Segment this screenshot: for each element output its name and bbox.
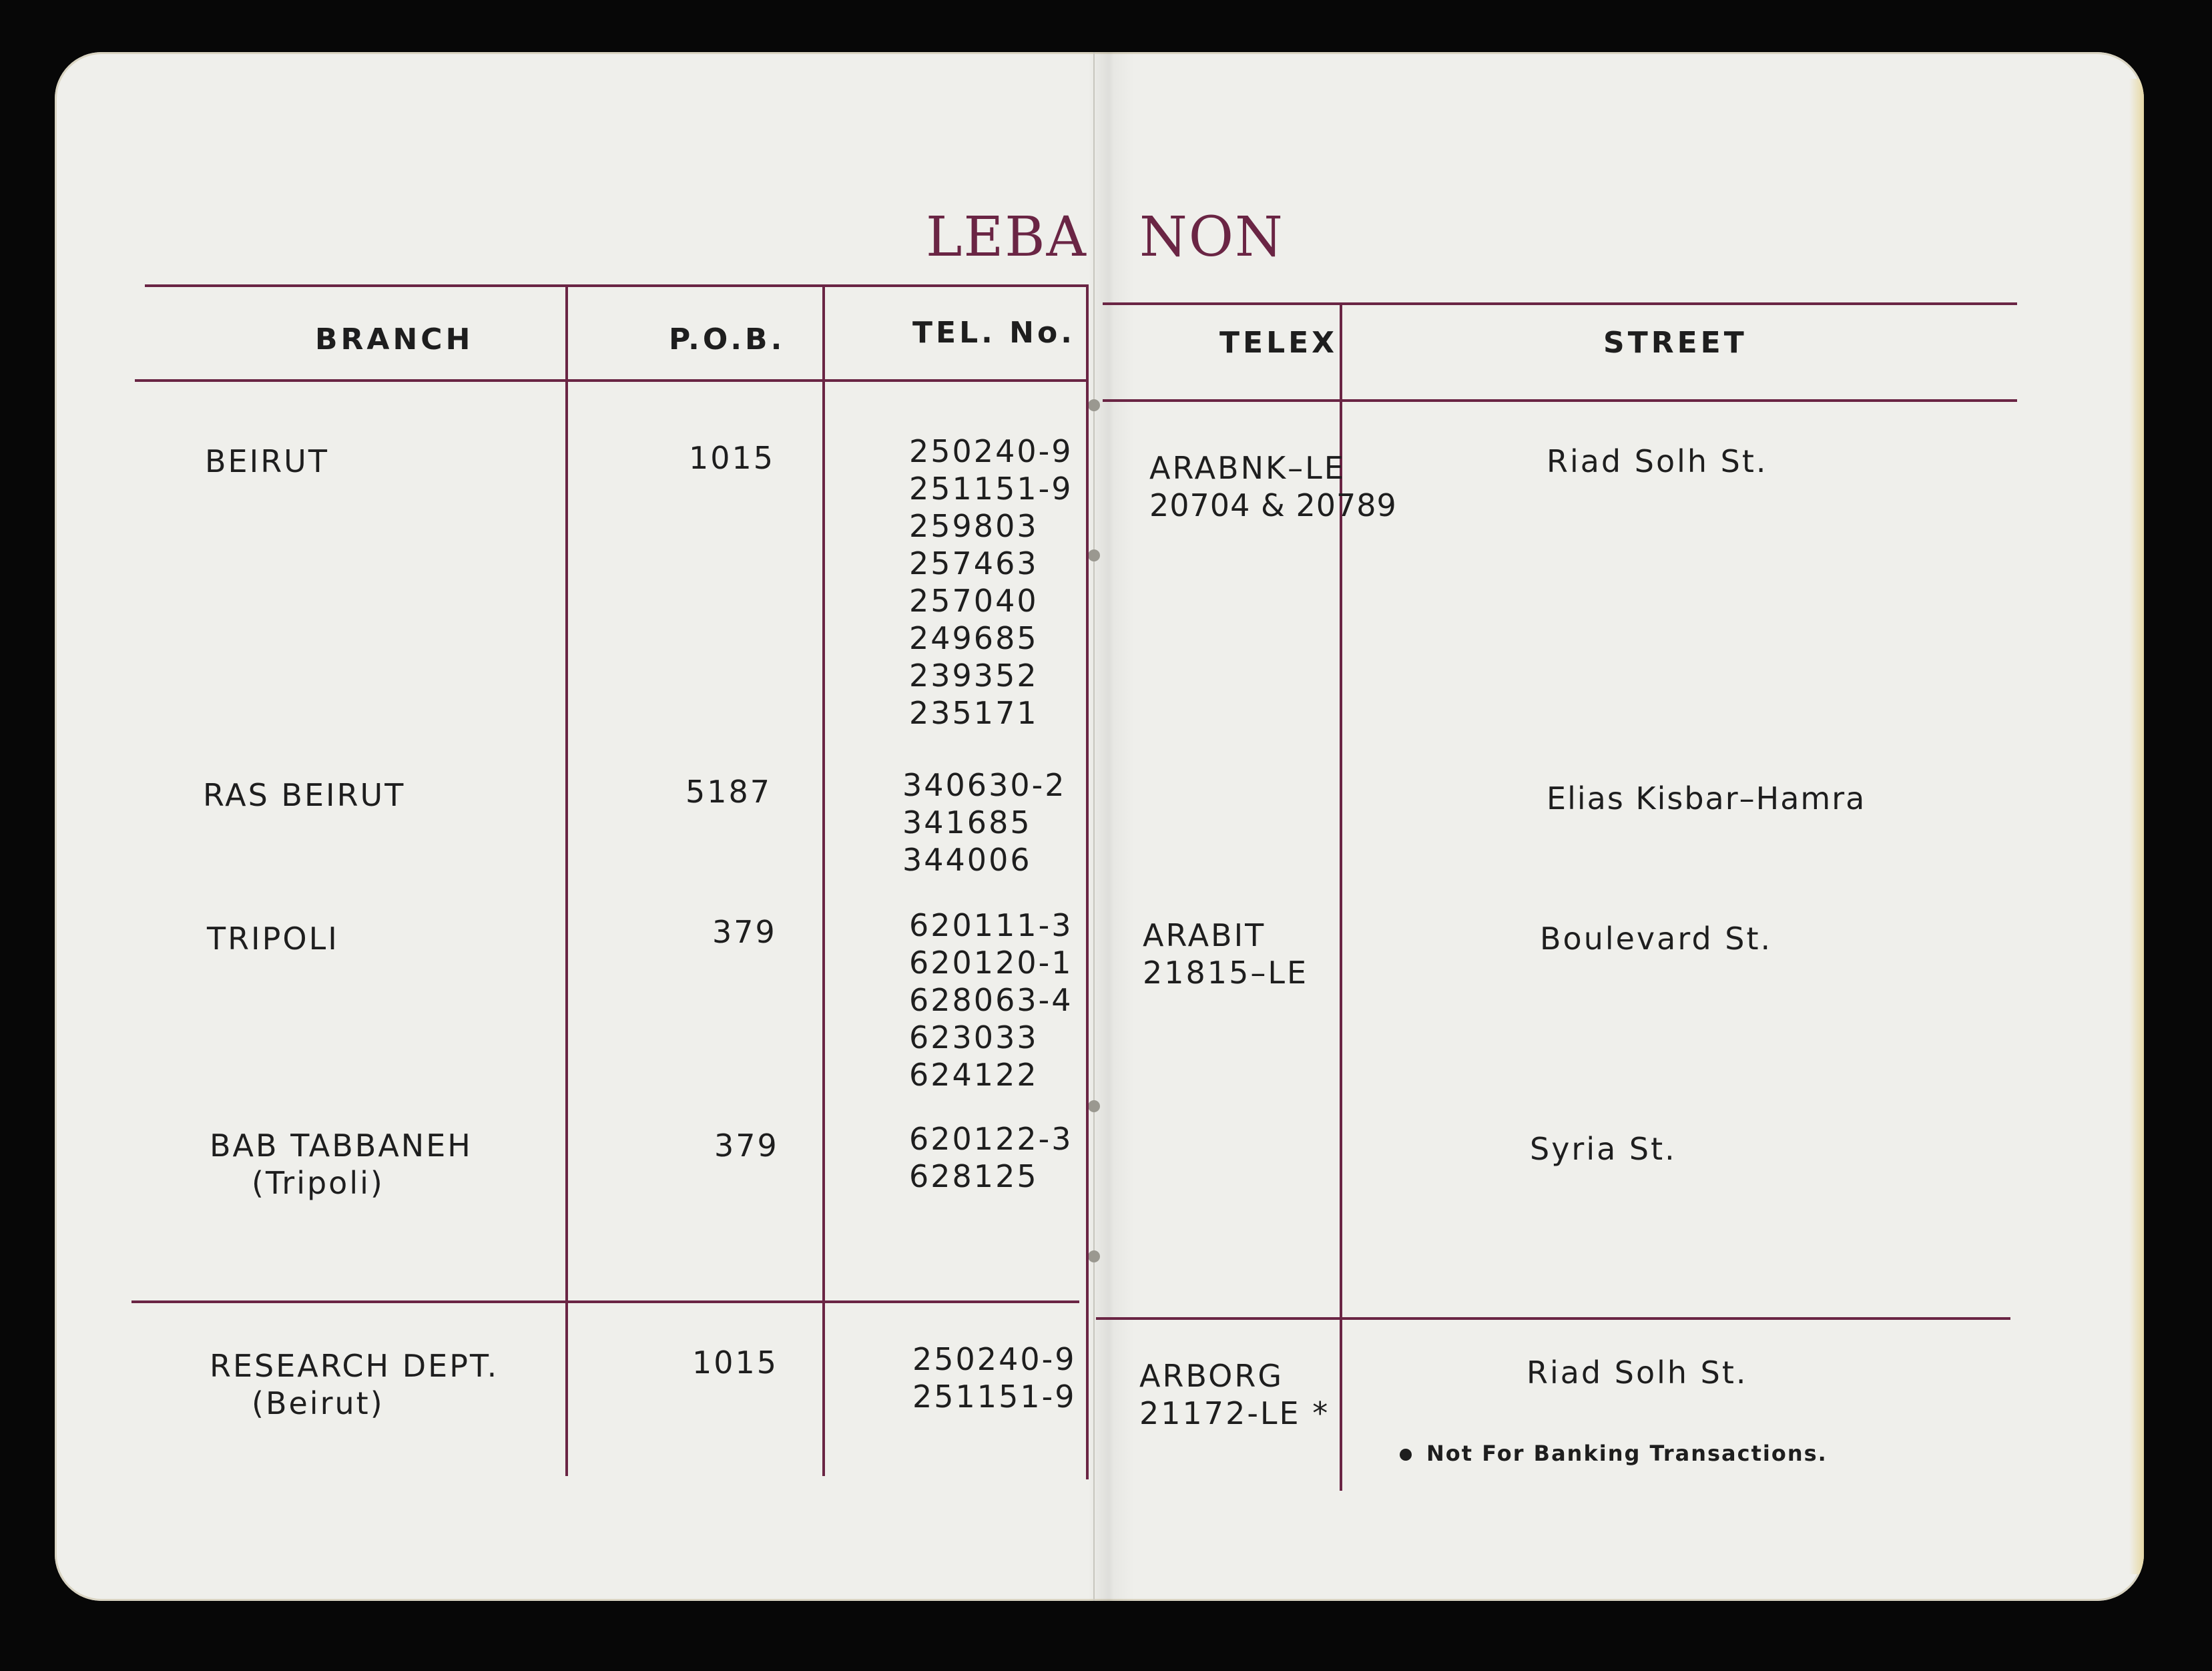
staple-hole — [1088, 549, 1100, 561]
tel-number: 251151-9 — [912, 1379, 1077, 1415]
tel-number: 239352 — [909, 658, 1039, 694]
header-branch: BRANCH — [315, 322, 474, 356]
tel-number: 341685 — [902, 804, 1032, 841]
tel-number: 257040 — [909, 583, 1039, 619]
branch-sub: (Tripoli) — [252, 1165, 384, 1201]
tel-number: 628125 — [909, 1158, 1039, 1194]
header-top-rule-left — [145, 284, 1086, 287]
header-tel: TEL. No. — [912, 316, 1075, 350]
tel-list — [912, 1341, 1076, 1415]
spine-shadow — [1088, 52, 1135, 1601]
tel-list — [909, 433, 1073, 732]
pob-value: 5187 — [685, 774, 772, 810]
tel-number: 624122 — [909, 1057, 1039, 1093]
tel-number: 620120-1 — [909, 945, 1073, 981]
header-pob: P.O.B. — [669, 322, 786, 356]
header-bottom-rule-left — [135, 379, 1086, 382]
column-divider-pob-tel — [822, 284, 825, 1476]
tel-number: 250240-9 — [912, 1341, 1077, 1377]
header-street: STREET — [1603, 326, 1747, 360]
pob-value: 1015 — [689, 440, 776, 476]
page-title-left: LEBA — [926, 206, 1087, 269]
tel-number: 620122-3 — [909, 1121, 1073, 1157]
tel-number: 620111-3 — [909, 907, 1073, 943]
tel-number: 259803 — [909, 508, 1039, 544]
column-divider-tel-telex — [1086, 284, 1089, 1479]
tel-number: 340630-2 — [902, 767, 1067, 803]
page-title-right: NON — [1139, 206, 1284, 269]
footnote-text: Not For Banking Transactions. — [1426, 1441, 1828, 1466]
tel-number: 235171 — [909, 695, 1039, 731]
tel-number: 249685 — [909, 620, 1039, 656]
pob-value: 379 — [714, 1128, 779, 1164]
branch-name: BAB TABBANEH — [210, 1128, 473, 1164]
header-bottom-rule-right — [1103, 399, 2017, 402]
branch-name: TRIPOLI — [207, 921, 339, 957]
branch-name: RAS BEIRUT — [203, 777, 406, 813]
tel-number: 623033 — [909, 1019, 1039, 1055]
tel-list — [902, 766, 1066, 879]
street-value: Riad Solh St. — [1527, 1355, 1748, 1391]
booklet — [55, 52, 2144, 1601]
header-top-rule-right — [1103, 302, 2017, 305]
pob-value: 379 — [712, 914, 777, 950]
bullet-icon — [1400, 1449, 1412, 1461]
telex-line: ARBORG — [1139, 1358, 1284, 1394]
tel-number: 251151-9 — [909, 471, 1073, 507]
staple-hole — [1088, 399, 1100, 411]
staple-hole — [1088, 1250, 1100, 1262]
header-telex: TELEX — [1219, 326, 1338, 360]
telex-line: ARABNK–LE — [1149, 450, 1346, 486]
branch-name: BEIRUT — [205, 443, 329, 479]
tel-number: 250240-9 — [909, 433, 1073, 469]
street-value: Boulevard St. — [1540, 921, 1773, 957]
telex-line: ARABIT — [1143, 917, 1266, 953]
column-divider-branch-pob — [565, 284, 568, 1476]
tel-number: 628063-4 — [909, 982, 1073, 1018]
telex-line: 21815–LE — [1143, 955, 1309, 991]
staple-hole — [1088, 1100, 1100, 1112]
page-edge — [2129, 79, 2144, 1574]
street-value: Riad Solh St. — [1547, 443, 1768, 479]
telex-line: 21172-LE * — [1139, 1395, 1330, 1431]
research-rule-left — [131, 1300, 1079, 1303]
tel-number: 344006 — [902, 842, 1032, 878]
branch-sub: (Beirut) — [252, 1385, 384, 1421]
telex-line: 20704 & 20789 — [1149, 487, 1397, 523]
tel-number: 257463 — [909, 545, 1039, 581]
spine-fold — [1093, 52, 1095, 1601]
tel-list — [909, 1120, 1073, 1195]
street-value: Syria St. — [1530, 1131, 1677, 1167]
pob-value: 1015 — [692, 1345, 779, 1381]
street-value: Elias Kisbar–Hamra — [1547, 780, 1866, 816]
tel-list — [909, 907, 1073, 1094]
branch-name: RESEARCH DEPT. — [210, 1348, 499, 1384]
research-rule-right — [1096, 1317, 2010, 1320]
footnote — [1400, 1441, 1828, 1466]
